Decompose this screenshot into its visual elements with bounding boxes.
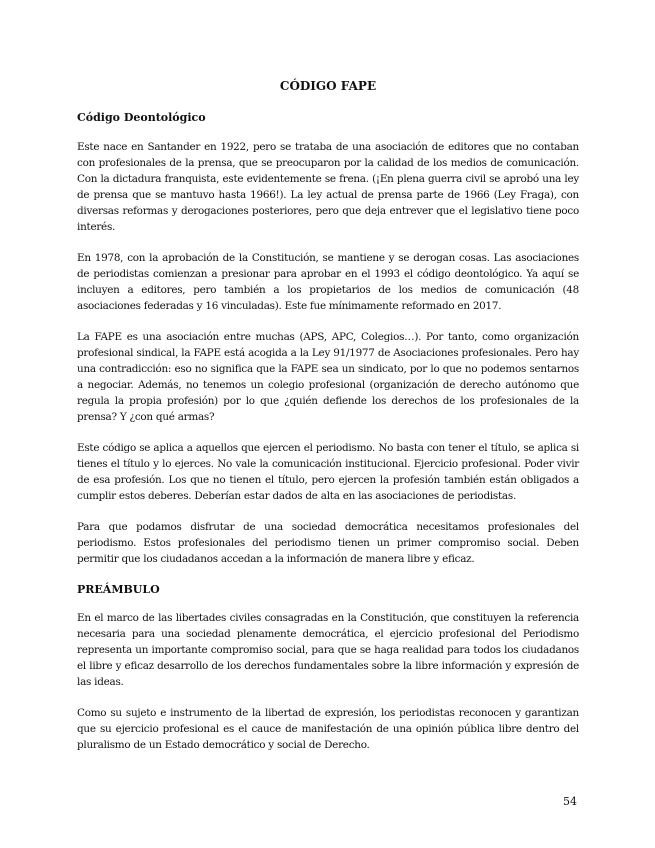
section-title: Código Deontológico bbox=[77, 111, 206, 124]
paragraph-democratic-society: Para que podamos disfrutar de una sociedad democrática necesitamos profesionales del periodismo. Estos profesionales del periodismo tienen un primer compromiso social. Deben permitir que los ciudadanos accedan a la información de manera libre y eficaz. bbox=[77, 521, 579, 565]
paragraph-constitution: En 1978, con la aprobación de la Constitución, se mantiene y se derogan cosas. Las asociaciones de periodistas comienzan a presionar para aprobar en el 1993 el código deontológico. Ya aquí se incluyen a editores, pero también a los propietarios de los medios de comunicación (48 asociaciones federadas y 16 vinculadas). Este fue mínimamente reformado en 2017. bbox=[77, 252, 579, 312]
preamble-paragraph-civil-liberties: En el marco de las libertades civiles consagradas en la Constitución, que constituyen la referencia necesaria para una sociedad plenamente democrática, el ejercicio profesional del Periodismo representa un importante compromiso social, para que se haga realidad para todos los ciudadanos el libre y eficaz desarrollo de los derechos fundamentales sobre la libre información y expresión de las ideas. bbox=[77, 612, 579, 688]
preamble-paragraph-freedom-expression: Como su sujeto e instrumento de la libertad de expresión, los periodistas reconocen y garantizan que su ejercicio profesional es el cauce de manifestación de una opinión pública libre dentro del pluralismo de un Estado democrático y social de Derecho. bbox=[77, 707, 579, 751]
paragraph-origin: Este nace en Santander en 1922, pero se trataba de una asociación de editores que no contaban con profesionales de la prensa, que se preocuparon por la calidad de los medios de comunicación. Con la dictadura franquista, este evidentemente se frena. (¡En plena guerra civil se aprobó una ley de prensa que se mantuvo hasta 1966!). La ley actual de prensa parte de 1966 (Ley Fraga), con diversas reformas y derogaciones posteriores, pero que deja entrever que el legislativo tiene poco interés. bbox=[77, 141, 579, 233]
page-content bbox=[77, 78, 579, 768]
preamble-heading: PREÁMBULO bbox=[77, 583, 160, 596]
page-number: 54 bbox=[563, 795, 577, 808]
paragraph-fape-association: La FAPE es una asociación entre muchas (APS, APC, Colegios…). Por tanto, como organización profesional sindical, la FAPE está acogida a la Ley 91/1977 de Asociaciones profesionales. Pero hay una contradicción: eso no significa que la FAPE sea un sindicato, por lo que no podemos sentarnos a negociar. Además, no tenemos un colegio profesional (organización de derecho autónomo que regula la propia profesión) por lo que ¿quién defiende los derechos de los profesionales de la prensa? Y ¿con qué armas? bbox=[77, 331, 579, 423]
page-title: CÓDIGO FAPE bbox=[279, 79, 377, 93]
paragraph-application: Este código se aplica a aquellos que ejercen el periodismo. No basta con tener el título, se aplica si tienes el título y lo ejerces. No vale la comunicación institucional. Ejercicio profesional. Poder vivir de esa profesión. Los que no tienen el título, pero ejercen la profesión también están obligados a cumplir estos deberes. Deberían estar dados de alta en las asociaciones de periodistas. bbox=[77, 442, 579, 502]
